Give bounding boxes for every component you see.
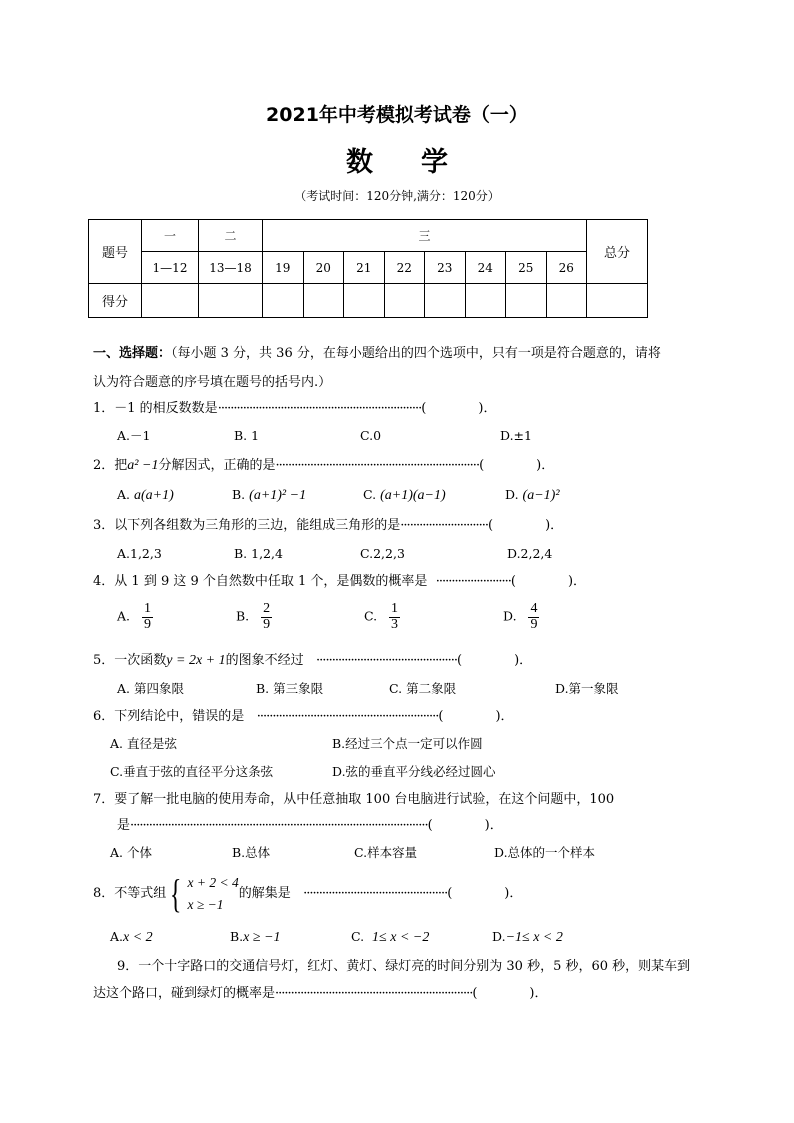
left-brace-icon: { (170, 870, 182, 916)
q7-option-c[interactable]: C.样本容量 (354, 845, 418, 860)
exam-subject: 数学 (346, 147, 496, 178)
q1-option-d[interactable]: D.±1 (500, 428, 532, 443)
question-stem: 以下列各组数为三角形的三边，能组成三角形的是 (114, 518, 401, 533)
qnum-19: 19 (263, 252, 304, 284)
q5-option-b[interactable]: B. 第三象限 (256, 681, 324, 696)
numerator: 4 (530, 601, 538, 616)
question-stem: 一个十字路口的交通信号灯，红灯、黄灯、绿灯亮的时间分别为 30 秒，5 秒，60 秒，则某车到 (138, 959, 691, 974)
qnum-21: 21 (344, 252, 385, 284)
option-math: x ≥ −1 (243, 930, 281, 945)
score-table (88, 219, 648, 318)
q4-option-d[interactable] (503, 602, 539, 632)
question-8 (93, 872, 522, 915)
option-label: D. (505, 487, 519, 502)
fraction (142, 602, 153, 632)
q3-option-c[interactable]: C.2,2,3 (360, 546, 405, 561)
range-13-18: 13—18 (199, 252, 263, 284)
answer-blank[interactable]: ( )． (421, 401, 497, 416)
option-label: A. (110, 929, 124, 944)
score-cell[interactable] (263, 284, 304, 318)
question-stem: 下列结论中，错误的是 (114, 709, 245, 724)
leader-dots: ······························································································· (130, 818, 428, 833)
answer-blank[interactable]: ( )． (472, 986, 548, 1001)
score-cell[interactable] (546, 284, 587, 318)
section-1-heading: 一、选择题： (93, 346, 172, 361)
leader-dots: ·························································· (256, 709, 439, 724)
score-cell[interactable] (142, 284, 199, 318)
leader-dots: ······························································· (275, 986, 473, 1001)
option-label: A. (117, 608, 131, 624)
numerator: 2 (263, 601, 271, 616)
question-number: 2． (93, 458, 115, 473)
q2-option-d[interactable] (505, 489, 560, 503)
label-question-number: 题号 (89, 220, 142, 284)
q7-option-d[interactable]: D.总体的一个样本 (494, 845, 596, 860)
q7-option-a[interactable]: A. 个体 (110, 845, 152, 860)
question-stem-suffix: 的图象不经过 (225, 653, 304, 668)
q6-option-b[interactable]: B.经过三个点一定可以作圆 (332, 736, 483, 751)
q1-option-b[interactable]: B. 1 (234, 428, 260, 443)
score-cell[interactable] (506, 284, 547, 318)
question-2 (93, 459, 554, 473)
q2-option-b[interactable] (232, 489, 306, 503)
question-3 (93, 519, 563, 532)
range-1-12: 1—12 (142, 252, 199, 284)
option-label: C. (351, 929, 365, 944)
q2-option-a[interactable] (117, 489, 174, 503)
denominator: 3 (391, 616, 399, 632)
question-stem-continued: 达这个路口，碰到绿灯的概率是 (93, 986, 276, 1001)
q5-option-c[interactable]: C. 第二象限 (389, 681, 457, 696)
question-stem-suffix: 分解因式，正确的是 (158, 458, 276, 473)
option-math: x < 2 (123, 930, 153, 945)
question-stem-prefix: 一次函数 (114, 653, 167, 668)
label-total: 总分 (587, 220, 648, 284)
question-stem-continued: 是 (117, 818, 131, 833)
q4-option-a[interactable] (117, 602, 153, 632)
exam-title: 2021年中考模拟考试卷（一） (266, 104, 528, 126)
math-expression: y = 2x + 1 (166, 653, 226, 668)
q3-option-b[interactable]: B. 1,2,4 (234, 546, 283, 561)
leader-dots: ································································· (275, 458, 480, 473)
option-label: B. (232, 487, 246, 502)
question-stem: 从 1 到 9 这 9 个自然数中任取 1 个，是偶数的概率是 (114, 574, 428, 589)
option-label: C. (363, 487, 377, 502)
qnum-25: 25 (506, 252, 547, 284)
q1-option-c[interactable]: C.0 (360, 428, 382, 443)
question-9-line2 (93, 987, 548, 1000)
question-5 (93, 654, 532, 668)
math-expression: a² −1 (127, 458, 159, 473)
q6-option-c[interactable]: C.垂直于弦的直径平分这条弦 (110, 764, 274, 779)
question-number: 3． (93, 518, 115, 533)
option-label: B. (230, 929, 244, 944)
question-stem-prefix: 不等式组 (114, 886, 167, 902)
option-label: B. (236, 608, 250, 624)
inequality-1: x + 2 < 4 (187, 875, 239, 890)
section-2-header: 二 (199, 220, 263, 252)
question-stem-prefix: 把 (114, 458, 128, 473)
answer-blank[interactable]: ( )． (510, 574, 587, 589)
section-1-intro (93, 347, 661, 360)
numerator: 1 (391, 601, 399, 616)
question-number: 8． (93, 886, 115, 902)
q3-option-a[interactable]: A.1,2,3 (117, 546, 162, 561)
inequality-system (166, 872, 238, 915)
question-7 (93, 793, 614, 806)
leader-dots: ································································· (217, 401, 422, 416)
question-number: 1． (93, 401, 115, 416)
numerator: 1 (143, 601, 151, 616)
option-math: (a+1)² −1 (249, 488, 307, 503)
q2-option-c[interactable] (363, 489, 446, 503)
option-math: (a−1)² (522, 488, 560, 503)
exam-info: （考试时间：120分钟,满分：120分） (294, 189, 500, 203)
question-7-line2 (117, 819, 503, 832)
fraction (528, 602, 539, 632)
score-cell[interactable] (344, 284, 385, 318)
answer-blank[interactable]: ( )． (479, 458, 555, 473)
answer-blank[interactable]: ( )． (427, 818, 503, 833)
q4-option-b[interactable] (236, 602, 272, 632)
fraction (389, 602, 400, 632)
section-1-header: 一 (142, 220, 199, 252)
question-number: 5． (93, 653, 115, 668)
score-cell[interactable] (384, 284, 425, 318)
total-score-cell[interactable] (587, 284, 648, 318)
score-cell[interactable] (465, 284, 506, 318)
q7-option-b[interactable]: B.总体 (232, 845, 271, 860)
qnum-23: 23 (425, 252, 466, 284)
option-math: a(a+1) (134, 488, 174, 503)
inequality-2: x ≥ −1 (187, 896, 224, 912)
q5-option-a[interactable]: A. 第四象限 (117, 681, 184, 696)
score-cell[interactable] (303, 284, 344, 318)
question-number: 4． (93, 574, 115, 589)
score-cell[interactable] (425, 284, 466, 318)
question-number: 9． (117, 959, 139, 974)
section-1-desc-line2: 认为符合题意的序号填在题号的括号内.） (93, 375, 332, 390)
leader-dots: ························ (435, 574, 511, 589)
q3-option-d[interactable]: D.2,2,4 (507, 546, 553, 561)
q6-option-a[interactable]: A. 直径是弦 (110, 736, 177, 751)
question-1 (93, 402, 496, 415)
question-4 (93, 575, 586, 588)
section-1-desc: （每小题 3 分，共 36 分，在每小题给出的四个选项中，只有一项是符合题意的，请将 (171, 346, 661, 361)
question-number: 6． (93, 709, 115, 724)
q8-option-a[interactable] (110, 931, 153, 945)
denominator: 9 (143, 616, 151, 632)
fraction (261, 602, 272, 632)
q1-option-a[interactable]: A.－1 (117, 428, 151, 443)
question-9 (117, 960, 690, 973)
qnum-22: 22 (384, 252, 425, 284)
leader-dots: ·············································· (303, 886, 448, 902)
option-label: D. (492, 929, 506, 944)
answer-blank[interactable]: ( )． (438, 709, 514, 724)
answer-blank[interactable]: ( )． (447, 886, 523, 902)
score-cell[interactable] (199, 284, 263, 318)
denominator: 9 (263, 616, 271, 632)
q8-option-d[interactable] (492, 931, 563, 945)
option-math: 1≤ x < −2 (372, 930, 430, 945)
option-math: (a+1)(a−1) (380, 488, 446, 503)
denominator: 9 (530, 616, 538, 632)
question-stem: －1 的相反数数是 (114, 401, 218, 416)
question-6 (93, 710, 514, 723)
question-stem: 要了解一批电脑的使用寿命，从中任意抽取 100 台电脑进行试验，在这个问题中，100 (114, 792, 615, 807)
option-label: C. (364, 608, 378, 624)
q5-option-d[interactable]: D.第一象限 (555, 681, 619, 696)
question-number: 7． (93, 792, 115, 807)
label-score: 得分 (89, 284, 142, 318)
q6-option-d[interactable]: D.弦的垂直平分线必经过圆心 (332, 764, 496, 779)
answer-blank[interactable]: ( )． (457, 653, 533, 668)
option-label: A. (117, 487, 131, 502)
question-stem-suffix: 的解集是 (238, 886, 291, 902)
leader-dots: ···························· (400, 518, 489, 533)
option-math: −1≤ x < 2 (505, 930, 563, 945)
q8-option-b[interactable] (230, 931, 281, 945)
qnum-26: 26 (546, 252, 587, 284)
q8-option-c[interactable] (351, 931, 429, 945)
qnum-24: 24 (465, 252, 506, 284)
option-label: D. (503, 608, 517, 624)
qnum-20: 20 (303, 252, 344, 284)
leader-dots: ············································· (316, 653, 458, 668)
section-3-header: 三 (263, 220, 587, 252)
answer-blank[interactable]: ( )． (488, 518, 564, 533)
q4-option-c[interactable] (364, 602, 400, 632)
